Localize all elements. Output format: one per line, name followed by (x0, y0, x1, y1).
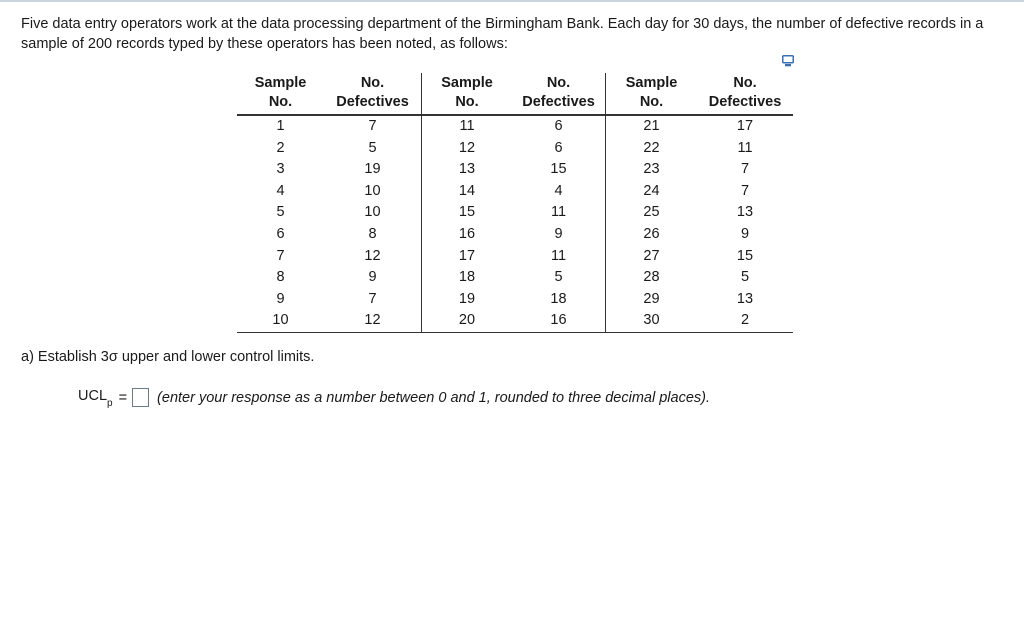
sample-number-cell: 26 (643, 225, 660, 242)
sample-number-cell: 7 (276, 247, 285, 264)
sample-number-cell: 4 (276, 182, 285, 199)
defectives-cell: 7 (740, 182, 750, 199)
defectives-cell: 15 (736, 247, 754, 264)
sample-number-cell: 25 (643, 204, 660, 221)
sample-number-cell: 21 (643, 118, 660, 134)
table-row (237, 138, 793, 160)
defectives-cell: 13 (736, 204, 754, 221)
defectives-cell: 12 (324, 246, 422, 268)
defectives-cell: 10 (324, 202, 422, 224)
sample-number-cell: 12 (458, 139, 476, 156)
table-body (237, 115, 793, 332)
defectives-cell: 6 (512, 138, 606, 160)
defectives-cell: 9 (324, 267, 422, 289)
table-header-row (237, 73, 793, 115)
col-header-defectives: No. Defectives (324, 73, 422, 115)
sample-number-cell: 15 (458, 204, 476, 221)
defectives-cell: 11 (737, 139, 753, 156)
defectives-cell: 7 (324, 289, 422, 311)
answer-row (78, 388, 710, 407)
sample-number-cell: 16 (458, 225, 476, 242)
sample-number-cell: 8 (276, 269, 285, 286)
col-header-sample-no: Sample No. (237, 73, 324, 115)
ucl-label: $UCL_p$ (78, 388, 113, 409)
defectives-cell: 18 (512, 289, 606, 311)
sample-number-cell: 11 (459, 118, 475, 134)
defectives-cell: 8 (324, 224, 422, 246)
copy-data-icon[interactable] (782, 55, 794, 67)
sample-number-cell: 3 (276, 161, 285, 178)
table-row (237, 181, 793, 203)
defectives-cell: 17 (736, 118, 754, 134)
defectives-cell: 5 (740, 269, 750, 286)
defectives-cell: 7 (324, 115, 422, 138)
sample-number-cell: 6 (276, 225, 285, 242)
sample-number-cell: 17 (458, 247, 476, 264)
defectives-cell: 4 (512, 181, 606, 203)
table-row (237, 246, 793, 268)
sample-number-cell: 27 (643, 247, 660, 264)
defectives-cell: 19 (324, 159, 422, 181)
equals-sign: = (118, 389, 128, 406)
answer-hint: (enter your response as a number between 0 and 1, rounded to three decimal places). (157, 389, 710, 406)
ucl-answer-input[interactable] (132, 388, 149, 407)
defectives-cell: 6 (512, 115, 606, 138)
defectives-cell: 5 (324, 138, 422, 160)
sample-number-cell: 2 (276, 139, 285, 156)
table-row (237, 289, 793, 311)
defectives-cell: 15 (512, 159, 606, 181)
sample-number-cell: 5 (276, 204, 285, 221)
defectives-cell: 11 (512, 202, 606, 224)
top-border (0, 0, 1024, 2)
sample-number-cell: 28 (643, 269, 660, 286)
defectives-cell: 7 (740, 161, 750, 178)
defectives-cell: 16 (512, 310, 606, 332)
table-row (237, 267, 793, 289)
defectives-cell: 13 (736, 290, 754, 307)
table-row (237, 310, 793, 332)
table-row (237, 224, 793, 246)
defectives-cell: 11 (512, 246, 606, 268)
defectives-cell: 5 (512, 267, 606, 289)
defectives-cell: 9 (740, 225, 750, 242)
defectives-cell: 9 (512, 224, 606, 246)
sample-number-cell: 10 (237, 310, 324, 332)
question-text: Five data entry operators work at the data processing department of the Birmingham Bank. Each day for 30 days, the number of defective records in a sample of 200 records typed by these operators has been noted, as follows: (21, 16, 984, 52)
table-row (237, 159, 793, 181)
sample-number-cell: 14 (458, 182, 476, 199)
col-header-sample-no: Sample No. (422, 73, 513, 115)
sample-number-cell: 30 (606, 310, 698, 332)
part-a-prompt: a) Establish 3σ upper and lower control limits. (21, 349, 315, 365)
sample-number-cell: 9 (276, 290, 285, 307)
sample-number-cell: 13 (458, 161, 476, 178)
defectives-cell: 10 (324, 181, 422, 203)
table-row (237, 202, 793, 224)
col-header-defectives: No. Defectives (697, 73, 793, 115)
sample-number-cell: 24 (643, 182, 660, 199)
sample-number-cell: 23 (643, 161, 660, 178)
defectives-cell: 12 (324, 310, 422, 332)
col-header-defectives: No. Defectives (512, 73, 606, 115)
sample-number-cell: 18 (458, 269, 476, 286)
sample-number-cell: 20 (422, 310, 513, 332)
sample-number-cell: 1 (276, 118, 285, 134)
table-row (237, 115, 793, 138)
sample-number-cell: 22 (643, 139, 660, 156)
defects-table (237, 73, 793, 333)
sample-number-cell: 29 (643, 290, 660, 307)
defectives-cell: 2 (697, 310, 793, 332)
sample-number-cell: 19 (458, 290, 476, 307)
col-header-sample-no: Sample No. (606, 73, 698, 115)
